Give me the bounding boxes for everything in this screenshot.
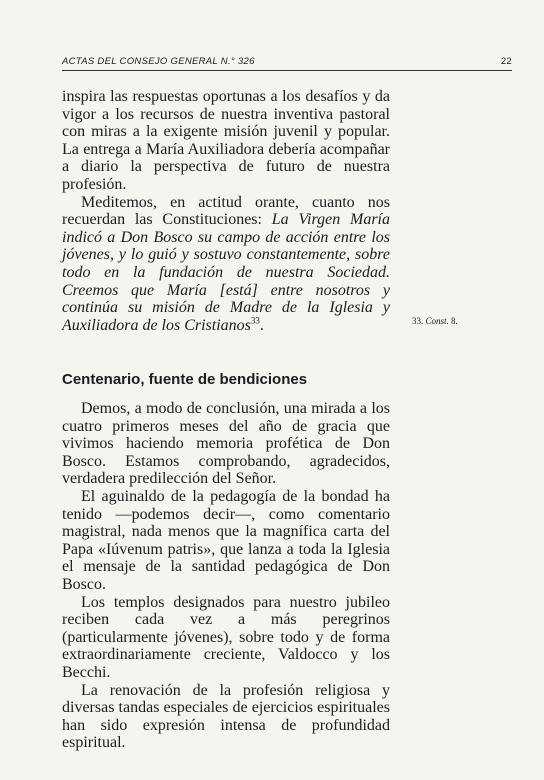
constitutions-quote: La Virgen María indicó a Don Bosco su campo de acción entre los jóvenes, y lo guió y sostuvo constantemente, sobre todo en la fundación de nuestra Sociedad. Creemos que María [está] entre nosotros y continúa su misión de Madre de la Iglesia y Auxiliadora de los Cristianos <box>62 211 391 334</box>
margin-note <box>412 316 458 326</box>
paragraph: inspira las respuestas oportunas a los desafíos y da vigor a los recursos de nuestra inventiva pastoral con miras a la exigente misión juvenil y popular. La entrega a María Auxiliadora debería acompañar a diario la perspectiva de futuro de nuestra profesión. <box>62 88 390 193</box>
paragraph: Demos, a modo de conclusión, una mirada a los cuatro primeros meses del año de gracia que vivimos haciendo memoria profética de Don Bosco. Estamos comprobando, agradecidos, verdadera predilección del Señor. <box>62 400 390 488</box>
running-header <box>62 56 512 71</box>
section-title: Centenario, fuente de bendiciones <box>62 371 308 388</box>
note-number: 33. <box>412 316 424 326</box>
body-text-top <box>62 88 390 334</box>
quote-intro: Meditemos, en actitud orante, cuanto nos recuerdan las Constituciones: <box>62 193 390 229</box>
paragraph: Los templos designados para nuestro jubileo reciben cada vez a más peregrinos (particularmente jóvenes), sobre todo y de forma extraordinariamente creciente, Valdocco y los Becchi. <box>62 593 390 681</box>
note-source: Const. <box>425 316 449 326</box>
note-page: 8. <box>451 316 458 326</box>
page-number: 22 <box>500 56 512 67</box>
body-text-bottom <box>62 400 390 752</box>
quote-end: . <box>259 316 264 334</box>
paragraph: El aguinaldo de la pedagogía de la bondad ha tenido —podemos decir—, como comentario magistral, nada menos que la magnífica carta del Papa «Iúvenum patris», que lanza a toda la Iglesia el mensaje de la santidad pedagógica de Don Bosco. <box>62 487 390 593</box>
paragraph: La renovación de la profesión religiosa y diversas tandas especiales de ejercicios espirituales han sido expresión intensa de profundidad espiritual. <box>62 681 390 752</box>
quote-paragraph <box>62 194 390 335</box>
header-title: ACTAS DEL CONSEJO GENERAL N.° 326 <box>62 56 255 67</box>
footnote-ref: 33 <box>250 315 260 326</box>
